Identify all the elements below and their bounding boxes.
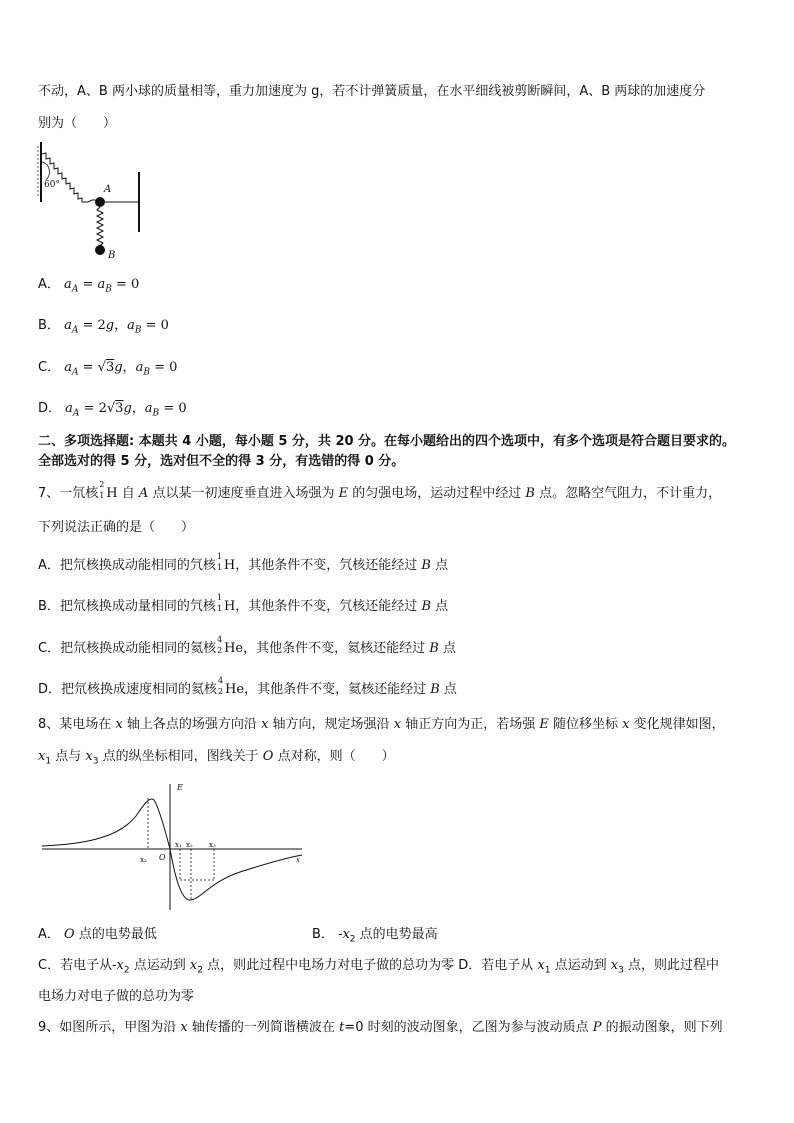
q7-text: 自	[121, 486, 135, 501]
q6-spring-figure	[36, 140, 156, 262]
option-text: 点	[435, 558, 449, 573]
option-math: $a_A = 2√3g$，$a_B = 0$	[65, 401, 187, 419]
q7-option-c[interactable]: C．把氘核换成动能相同的氦核 4 2 He，其他条件不变，氦核还能经过 B 点	[38, 635, 456, 656]
q6-option-d[interactable]	[38, 400, 187, 423]
q8-option-b[interactable]: B． $-x_2$ 点的电势最高	[312, 927, 438, 945]
protium-symbol: 1 1	[216, 593, 223, 613]
q8-text: 轴方向，规定场强沿	[272, 717, 390, 732]
option-text: 点	[435, 599, 449, 614]
q8-text: 随位移坐标	[552, 717, 618, 732]
q8-stem-line2: $x_1$ 点与 $x_3$ 点的纵坐标相同，图线关于 O 点对称，则（ ）	[38, 749, 395, 767]
option-letter: B．	[38, 599, 60, 614]
q8-option-cd[interactable]: C．若电子从$-x_2$ 点运动到 $x_2$ 点，则此过程中电场力对电子做的总功为零 D．若电子从 $x_1$ 点运动到 $x_3$ 点，则此过程中	[38, 958, 720, 976]
option-letter: C．	[38, 958, 61, 973]
q8-text: 点与	[55, 749, 82, 764]
option-text: 把氘核换成速度相同的氦核	[61, 682, 218, 697]
graph-minus-x2-label: x₂	[140, 856, 147, 864]
option-text: 点	[443, 682, 457, 697]
q9-text: 轴传播的一列简谐横波在	[191, 1020, 335, 1035]
q8-text: 轴正方向为正，若场强	[405, 717, 536, 732]
option-text: 点的电势最低	[78, 927, 157, 942]
option-letter: D．	[458, 958, 482, 973]
option-text: 点的电势最高	[359, 927, 438, 942]
option-math: $a_A = √3g$，$a_B = 0$	[64, 360, 178, 378]
q7-option-d[interactable]: D．把氘核换成速度相同的氦核 4 2 He，其他条件不变，氦核还能经过 B 点	[38, 676, 457, 697]
option-text: 若电子从	[60, 958, 113, 973]
q6-text-line1: 不动，A、B 两小球的质量相等，重力加速度为 g，若不计弹簧质量，在水平细线被剪断瞬间，A、B 两球的加速度分	[38, 84, 706, 99]
q9-stem-line1: 9、如图所示，甲图为沿 x 轴传播的一列简谐横波在 t=0 时刻的波动图象，乙图为参与波动质点 P 的振动图象，则下列	[38, 1020, 723, 1035]
q7-option-b[interactable]: B．把氘核换成动量相同的氕核 1 1 H，其他条件不变，氕核还能经过 B 点	[38, 593, 449, 614]
q7-text: 点。忽略空气阻力，不计重力，	[539, 486, 722, 501]
q8-text: 点的纵坐标相同，图线关于	[102, 749, 259, 764]
option-text: 把氘核换成动能相同的氕核	[59, 558, 216, 573]
q9-text: 9、如图所示，甲图为沿	[38, 1020, 177, 1035]
helium-symbol: 4 2	[217, 635, 223, 655]
q8-e-field-graph	[40, 776, 310, 914]
option-text: 若电子从	[481, 958, 534, 973]
q8-stem-line1: 8、某电场在 x 轴上各点的场强方向沿 x 轴方向，规定场强沿 x 轴正方向为正，若场强 E 随位移坐标 x 变化规律如图，	[38, 717, 725, 732]
q8-text: 8、某电场在	[38, 717, 112, 732]
q7-text: 点以某一初速度垂直进入场强为	[152, 486, 335, 501]
graph-x2-label: x₂	[186, 841, 193, 849]
option-letter: B．	[38, 318, 60, 333]
graph-e-label: E	[177, 783, 183, 792]
q8-text: 轴上各点的场强方向沿	[126, 717, 257, 732]
graph-x-label: x	[296, 856, 300, 864]
q6-text-line2: 别为（ ）	[38, 116, 117, 131]
option-letter: A．	[38, 927, 60, 942]
option-text: ，其他条件不变，氦核还能经过	[244, 682, 427, 697]
option-text: ，其他条件不变，氕核还能经过	[235, 558, 418, 573]
option-text: 把氘核换成动能相同的氦核	[60, 641, 217, 656]
q8-text: 点对称，则（ ）	[277, 749, 395, 764]
q7-text: 的匀强电场，运动过程中经过	[352, 486, 522, 501]
q8-text: 变化规律如图，	[633, 717, 725, 732]
graph-o-label: O	[159, 853, 166, 862]
option-text: ，其他条件不变，氦核还能经过	[243, 641, 426, 656]
q8-option-d-cont: 电场力对电子做的总功为零	[38, 989, 195, 1004]
option-letter: C．	[38, 360, 61, 375]
option-math: $a_A = 2g$，$a_B = 0$	[64, 318, 169, 336]
option-text: 点，则此过程中	[628, 958, 720, 973]
option-letter: A．	[38, 558, 60, 573]
option-letter: C．	[38, 641, 61, 656]
protium-symbol: 1 1	[216, 552, 223, 572]
option-text: 把氘核换成动量相同的氕核	[59, 599, 216, 614]
option-letter: B．	[312, 927, 334, 942]
q8-option-a[interactable]: A． O 点的电势最低	[38, 927, 157, 942]
graph-x3-label: x₃	[209, 841, 216, 849]
q6-option-b[interactable]	[38, 317, 169, 340]
q7-text: 7、一氘核	[38, 486, 99, 501]
deuteron-symbol: 2 1	[99, 480, 105, 500]
q6-option-c[interactable]	[38, 359, 177, 382]
graph-x1-label: x₁	[175, 841, 182, 849]
option-text: 点	[442, 641, 456, 656]
option-text: 点运动到	[133, 958, 186, 973]
option-math: $a_A = a_B = 0$	[64, 277, 140, 295]
q6-label-b: B	[108, 250, 116, 261]
helium-symbol: 4 2	[218, 676, 224, 696]
option-text: ，其他条件不变，氕核还能经过	[235, 599, 418, 614]
option-text: 点，则此过程中电场力对电子做的总功为零	[207, 958, 455, 973]
q7-stem-line1: 7、一氘核 2 1 H 自 A 点以某一初速度垂直进入场强为 E 的匀强电场，运动过程中经过 B 点。忽略空气阻力，不计重力，	[38, 480, 722, 501]
option-text: 点运动到	[554, 958, 607, 973]
section2-line1: 二、多项选择题: 本题共 4 小题，每小题 5 分，共 20 分。在每小题给出的四个选项中，有多个选项是符合题目要求的。	[38, 434, 736, 449]
option-letter: D．	[38, 401, 62, 416]
section2-line2: 全部选对的得 5 分，选对但不全的得 3 分，有选错的得 0 分。	[38, 454, 405, 469]
q6-angle-label: 60°	[44, 180, 60, 190]
option-letter: A．	[38, 277, 60, 292]
option-letter: D．	[38, 682, 62, 697]
q7-option-a[interactable]: A．把氘核换成动能相同的氕核 1 1 H，其他条件不变，氕核还能经过 B 点	[38, 552, 449, 573]
q7-stem-line2: 下列说法正确的是（ ）	[38, 520, 195, 535]
q6-option-a[interactable]	[38, 276, 139, 299]
q9-text: 的振动图象，则下列	[605, 1020, 723, 1035]
q9-text: 时刻的波动图象，乙图为参与波动质点	[367, 1020, 589, 1035]
q6-label-a: A	[104, 184, 112, 195]
